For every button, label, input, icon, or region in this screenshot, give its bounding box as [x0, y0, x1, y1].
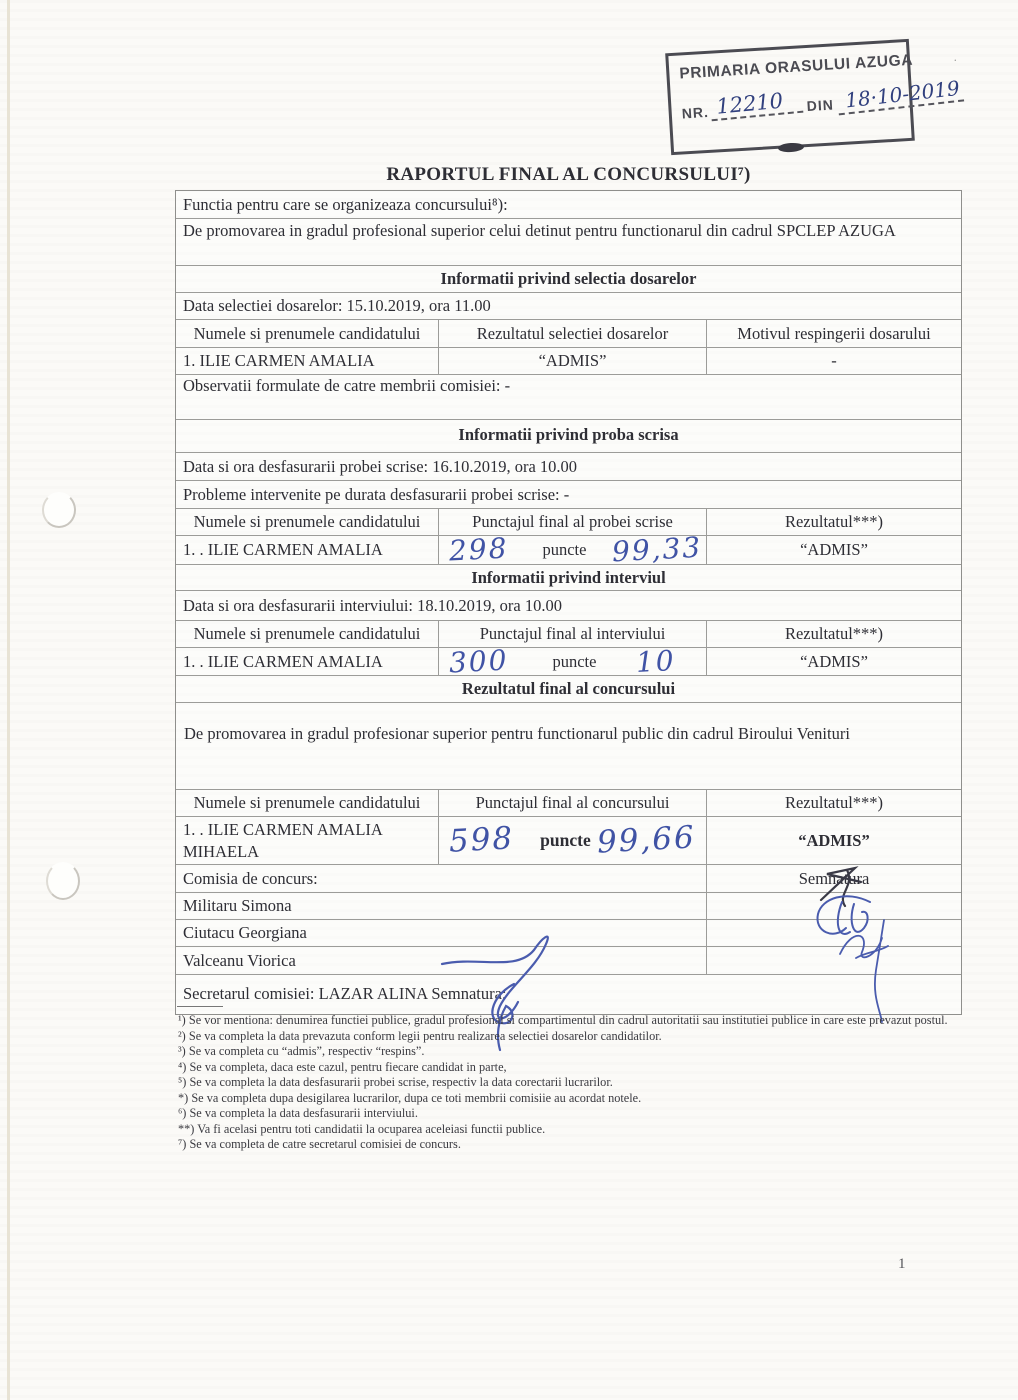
functia-value-row — [176, 218, 961, 265]
section-header-final: Rezultatul final al concursului — [176, 675, 961, 702]
col-header-candidate: Numele si prenumele candidatului — [193, 624, 421, 643]
interviu-result: “ADMIS” — [706, 648, 961, 675]
candidate-name: 1. ILIE CARMEN AMALIA — [183, 351, 375, 370]
footnote: ⁷) Se va completa de catre secretarul comisiei de concurs. — [178, 1137, 461, 1151]
candidate-name: 1. . ILIE CARMEN AMALIA — [183, 540, 383, 559]
comisia-row — [176, 864, 961, 892]
stamp-number-handwritten: 12210 — [709, 87, 803, 122]
data-selectiei: Data selectiei dosarelor: 15.10.2019, ora 11.00 — [183, 296, 491, 315]
interviu-candidate-row — [176, 642, 961, 680]
final-paragraph: De promovarea in gradul profesionar superior pentru functionarul public din cadrul Biroului Venituri — [184, 724, 850, 743]
footnote: ²) Se va completa la data prevazuta conform legii pentru realizarea selectiei dosarelor candidatilor. — [178, 1028, 662, 1043]
probleme-text: Probleme intervenite pe durata desfasurarii probei scrise: - — [183, 484, 570, 504]
stamp-date-handwritten: 18·10-2019 — [836, 76, 964, 116]
data-probei: Data si ora desfasurarii probei scrise: 16.10.2019, ora 10.00 — [183, 456, 578, 476]
selectia-motiv: - — [706, 348, 961, 374]
member-signature-cell — [706, 947, 961, 974]
col-header-candidate: Numele si prenumele candidatului — [193, 512, 421, 531]
hole-punch-mark — [46, 862, 80, 900]
document-title: RAPORTUL FINAL AL CONCURSULUI⁷) — [386, 164, 751, 185]
col-header-result: Rezultatul***) — [706, 621, 961, 647]
col-header-candidate: Numele si prenumele candidatului — [193, 793, 421, 812]
footnote: ³) Se va completa cu “admis”, respectiv “respins”. — [178, 1044, 425, 1058]
observatii-row — [176, 374, 961, 419]
col-header-score: Punctajul final al probei scrise — [438, 509, 706, 535]
scan-artifact: ᛫ — [952, 56, 959, 68]
proba-scrisa-result: “ADMIS” — [706, 536, 961, 564]
scan-edge-line — [7, 0, 10, 1400]
puncte-label: puncte — [542, 540, 587, 559]
final-score-cell — [438, 817, 706, 864]
final-table-header — [176, 789, 961, 816]
report-table — [175, 190, 962, 1015]
section-header-proba-scrisa: Informatii privind proba scrisa — [176, 419, 961, 452]
footnote-separator — [177, 1006, 223, 1007]
data-probei-row — [176, 452, 961, 480]
registration-stamp — [665, 39, 962, 155]
col-header-result: Rezultatul selectiei dosarelor — [438, 320, 706, 347]
functia-label: Functia pentru care se organizeaza concursului⁸): — [183, 194, 508, 214]
member-name: Militaru Simona — [183, 896, 292, 915]
hole-punch-mark — [42, 492, 76, 528]
comisia-label: Comisia de concurs: — [183, 868, 318, 888]
secretar-cell — [176, 982, 514, 1006]
selectia-candidate-row — [176, 347, 961, 374]
section-header-interviu: Informatii privind interviul — [176, 564, 961, 590]
selectia-table-header — [176, 319, 961, 347]
member-signature-cell — [706, 920, 961, 946]
handwritten-score-final: 99,66 — [595, 819, 697, 861]
candidate-name: 1. . ILIE CARMEN AMALIA MIHAELA — [183, 820, 382, 861]
interviu-score-cell — [438, 642, 706, 680]
member-row — [176, 892, 961, 919]
data-selectiei-row — [176, 292, 961, 319]
col-header-result: Rezultatul***) — [706, 790, 961, 816]
interviu-table-header — [176, 620, 961, 647]
footnotes-block — [178, 1013, 970, 1153]
proba-scrisa-score-cell — [438, 530, 706, 569]
observatii-text: Observatii formulate de catre membrii comisiei: - — [183, 376, 511, 395]
member-name: Ciutacu Georgiana — [183, 923, 307, 942]
footnote: ⁶) Se va completa la data desfasurarii interviului. — [178, 1106, 418, 1120]
page-number: 1 — [898, 1256, 906, 1272]
footnote: ¹) Se vor mentiona: denumirea functiei publice, gradul profesional si compartimentul din cadrul autoritatii sau institutiei publice in care este prevazut postul. — [178, 1013, 948, 1027]
footnote: *) Se va completa dupa desigilarea lucrarilor, dupa ce toti membrii comisiie au acordat notele. — [178, 1090, 642, 1105]
puncte-label: puncte — [540, 830, 591, 850]
col-header-motiv: Motivul respingerii dosarului — [706, 320, 961, 347]
member-row — [176, 946, 961, 974]
probleme-row — [176, 480, 961, 508]
final-candidate-row — [176, 816, 961, 864]
functia-value: De promovarea in gradul profesional superior celui detinut pentru functionarul din cadrul SPCLEP AZUGA — [183, 221, 896, 240]
stamp-din-label: DIN — [806, 96, 835, 115]
final-result: “ADMIS” — [706, 817, 961, 864]
col-header-score: Punctajul final al concursului — [438, 790, 706, 816]
stamp-organization: PRIMARIA ORASULUI AZUGA — [678, 51, 914, 83]
stamp-ink-blob — [778, 142, 804, 153]
selectia-result: “ADMIS” — [438, 348, 706, 374]
secretar-row — [176, 974, 961, 1014]
handwritten-score-raw: 298 — [448, 531, 510, 568]
col-header-score: Punctajul final al interviului — [438, 621, 706, 647]
handwritten-score-raw: 598 — [448, 820, 516, 860]
proba-scrisa-table-header — [176, 508, 961, 535]
semnatura-header: Semnatura — [706, 865, 961, 892]
col-header-result: Rezultatul***) — [706, 509, 961, 535]
section-header-selectia: Informatii privind selectia dosarelor — [176, 265, 961, 292]
col-header-candidate: Numele si prenumele candidatului — [193, 323, 421, 343]
footnote: **) Va fi acelasi pentru toti candidatii la ocuparea aceleiasi functii publice. — [178, 1121, 546, 1136]
puncte-label: puncte — [552, 651, 597, 671]
data-interviului-row — [176, 590, 961, 620]
footnote: ⁴) Se va completa, daca este cazul, pentru fiecare candidat in parte, — [178, 1059, 507, 1074]
footnote: ⁵) Se va completa la data desfasurarii probei scrise, respectiv la data corectarii lucrarilor. — [178, 1075, 613, 1089]
secretar-name: Secretarul comisiei: LAZAR ALINA — [183, 984, 428, 1004]
candidate-name: 1. . ILIE CARMEN AMALIA — [183, 651, 383, 671]
handwritten-score-final: 99,33 — [611, 530, 704, 569]
proba-scrisa-candidate-row — [176, 530, 961, 569]
handwritten-score-raw: 300 — [448, 642, 510, 680]
final-paragraph-row — [176, 702, 961, 789]
member-name: Valceanu Viorica — [183, 950, 296, 970]
stamp-nr-label: NR. — [681, 103, 710, 122]
member-signature-cell — [706, 893, 961, 919]
functia-label-row — [176, 191, 961, 218]
secretar-semnatura-label: Semnatura: — [431, 984, 507, 1004]
handwritten-score-final: 10 — [635, 643, 677, 679]
member-row — [176, 919, 961, 946]
data-interviului: Data si ora desfasurarii interviului: 18.10.2019, ora 10.00 — [183, 595, 562, 615]
